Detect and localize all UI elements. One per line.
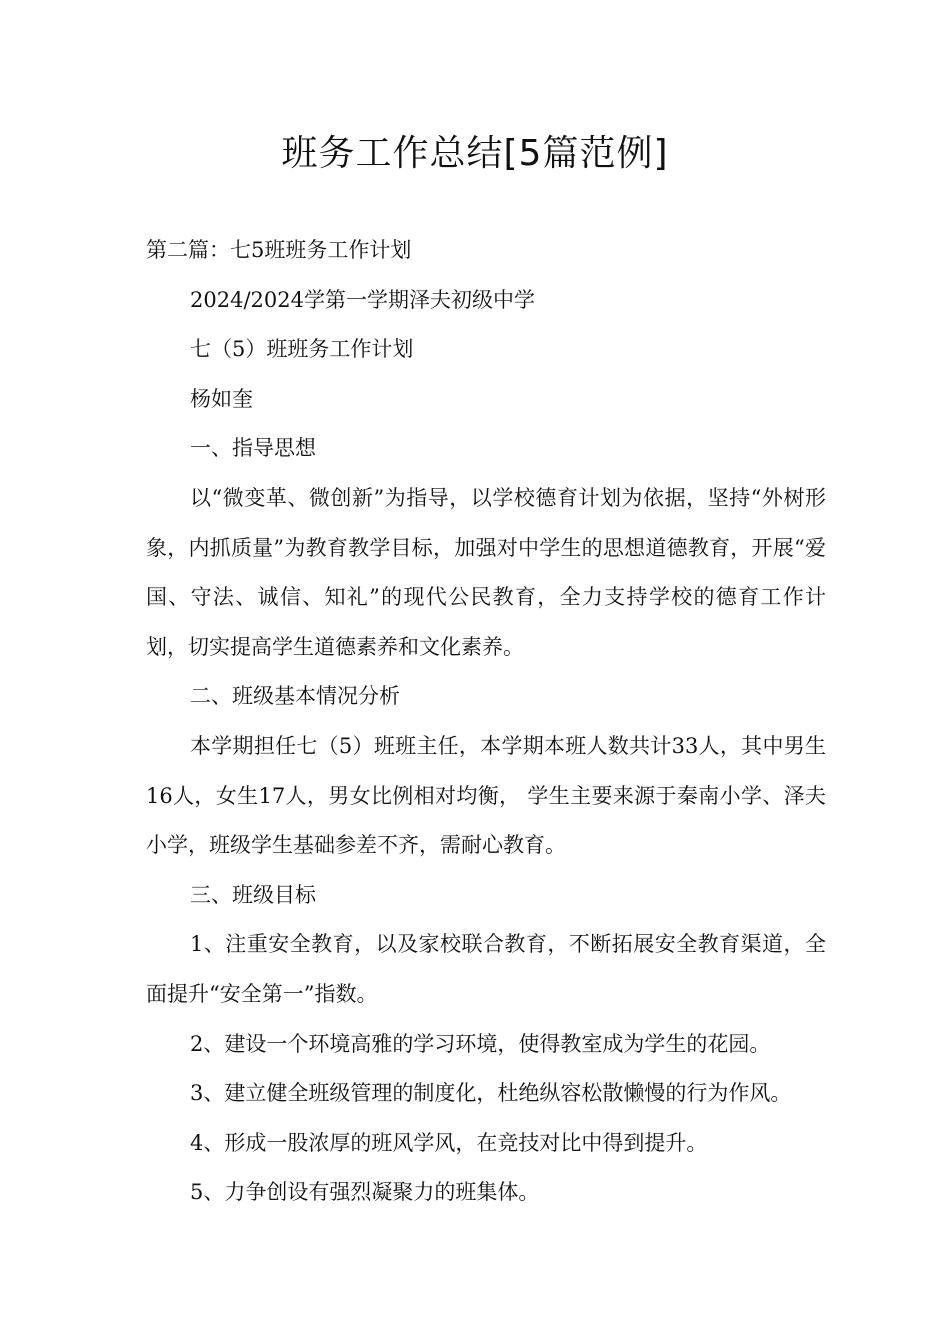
document-title: 班务工作总结[5篇范例] [281, 133, 669, 174]
section-heading: 二、班级基本情况分析 [190, 684, 400, 709]
paragraph: 本学期担任七（5）班班主任，本学期本班人数共计33人，其中男生16人，女生17人，男女比例相对均衡， 学生主要来源于秦南小学、泽夫小学，班级学生基础参差不齐，需耐心教育。 [146, 733, 826, 858]
paragraph: 2024/2024学第一学期泽夫初级中学 [190, 287, 535, 312]
document-body [146, 226, 826, 1218]
paragraph: 以“微变革、微创新”为指导，以学校德育计划为依据，坚持“外树形象，内抓质量”为教育教学目标，加强对中学生的思想道德教育，开展“爱国、守法、诚信、知礼”的现代公民教育，全力支持学校的德育工作计划，切实提高学生道德素养和文化素养。 [146, 485, 826, 659]
list-item: 2、建设一个环境高雅的学习环境，使得教室成为学生的花园。 [190, 1031, 771, 1056]
author-name: 杨如奎 [190, 386, 253, 411]
section-heading: 一、指导思想 [190, 436, 316, 461]
section-heading: 三、班级目标 [190, 882, 316, 907]
paragraph: 七（5）班班务工作计划 [190, 337, 414, 362]
list-item: 3、建立健全班级管理的制度化，杜绝纵容松散懒慢的行为作风。 [190, 1081, 792, 1106]
section-heading: 第二篇：七5班班务工作计划 [146, 238, 412, 262]
list-item: 1、注重安全教育，以及家校联合教育，不断拓展安全教育渠道，全面提升“安全第一”指数。 [146, 932, 826, 1006]
list-item: 4、形成一股浓厚的班风学风，在竞技对比中得到提升。 [190, 1130, 708, 1155]
list-item: 5、力争创设有强烈凝聚力的班集体。 [190, 1180, 540, 1205]
